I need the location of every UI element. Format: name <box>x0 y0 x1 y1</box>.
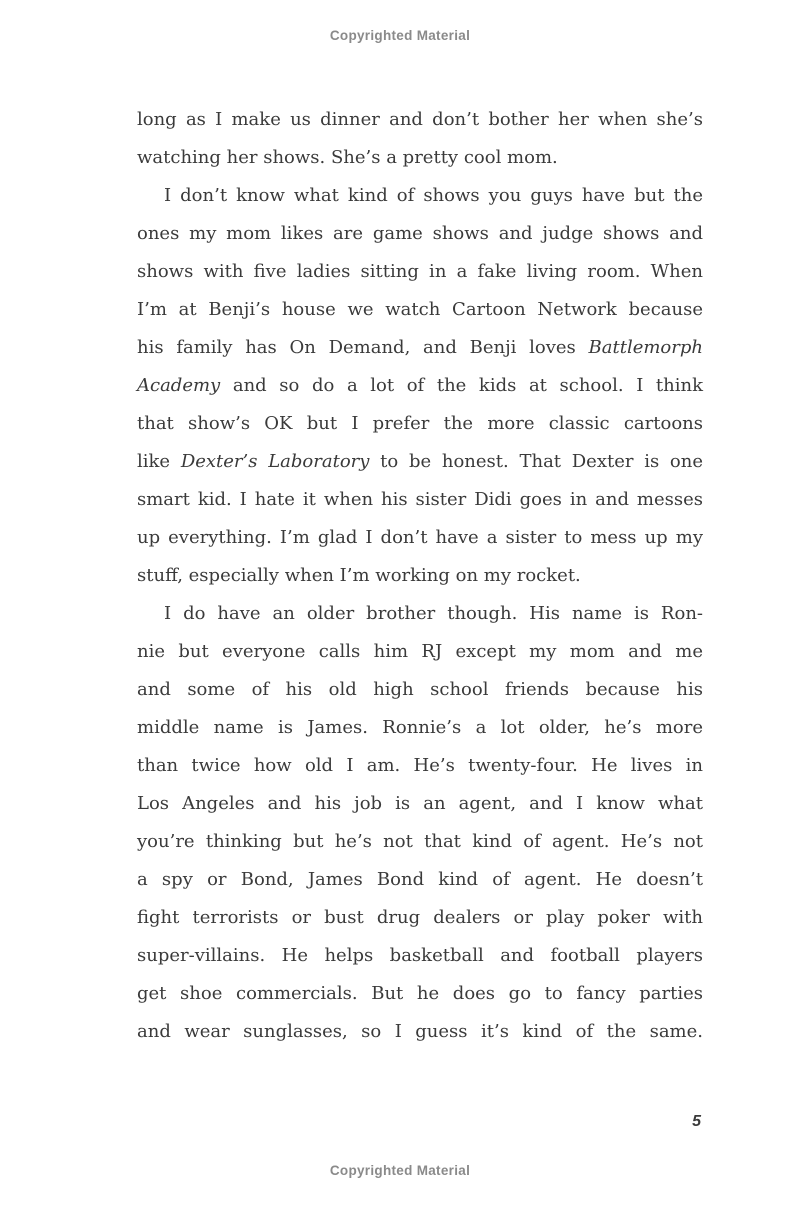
body-line <box>137 709 703 747</box>
body-line <box>137 367 703 405</box>
copyright-notice-bottom: Copyrighted Material <box>329 1163 471 1178</box>
body-text-segment: to be honest. That Dexter is one <box>369 451 704 472</box>
body-line <box>137 747 703 785</box>
body-text-segment: I do have an older brother though. His name is Ron- <box>164 603 703 624</box>
body-text-segment: get shoe commercials. But he does go to fancy parties <box>137 983 703 1004</box>
body-line <box>137 671 703 709</box>
body-line <box>137 823 703 861</box>
body-text-segment: super-villains. He helps basketball and football players <box>137 945 703 966</box>
body-text-segment: watching her shows. She’s a pretty cool mom. <box>137 147 558 168</box>
body-line <box>137 595 703 633</box>
body-line <box>137 215 703 253</box>
body-line <box>137 1013 703 1051</box>
body-line <box>137 101 703 139</box>
body-text-segment: than twice how old I am. He’s twenty-four. He lives in <box>137 755 703 776</box>
body-line <box>137 481 703 519</box>
body-text-segment: his family has On Demand, and Benji loves <box>137 337 589 358</box>
copyright-notice-top: Copyrighted Material <box>329 28 471 43</box>
body-line <box>137 785 703 823</box>
body-text-segment: and wear sunglasses, so I guess it’s kind of the same. <box>137 1021 703 1042</box>
body-text-segment: and so do a lot of the kids at school. I think <box>220 375 703 396</box>
body-text-segment: nie but everyone calls him RJ except my mom and me <box>137 641 703 662</box>
body-text-segment: fight terrorists or bust drug dealers or play poker with <box>137 907 703 928</box>
body-line <box>137 291 703 329</box>
body-text-segment: and some of his old high school friends because his <box>137 679 703 700</box>
body-line <box>137 177 703 215</box>
body-line <box>137 861 703 899</box>
body-text-segment: smart kid. I hate it when his sister Didi goes in and messes <box>137 489 703 510</box>
body-line <box>137 253 703 291</box>
body-text-segment: I’m at Benji’s house we watch Cartoon Network because <box>137 299 703 320</box>
body-text-segment: middle name is James. Ronnie’s a lot older, he’s more <box>137 717 703 738</box>
body-line <box>137 405 703 443</box>
body-text-segment: long as I make us dinner and don’t bother her when she’s <box>137 109 703 130</box>
body-text-segment: stuff, especially when I’m working on my rocket. <box>137 565 581 586</box>
body-text-segment: that show’s OK but I prefer the more classic cartoons <box>137 413 703 434</box>
body-line <box>137 975 703 1013</box>
page-body <box>137 101 703 1051</box>
body-text-segment: you’re thinking but he’s not that kind of agent. He’s not <box>137 831 703 852</box>
body-text-italic: Dexter’s Laboratory <box>180 451 370 472</box>
body-text-segment: Los Angeles and his job is an agent, and I know what <box>137 793 703 814</box>
body-line <box>137 937 703 975</box>
body-line <box>137 557 703 595</box>
body-line <box>137 899 703 937</box>
body-line <box>137 633 703 671</box>
body-text-segment: a spy or Bond, James Bond kind of agent. He doesn’t <box>137 869 703 890</box>
body-text-italic: Battlemorph <box>588 337 703 358</box>
body-text-segment: like <box>137 451 181 472</box>
body-text-segment: I don’t know what kind of shows you guys have but the <box>164 185 703 206</box>
body-line <box>137 443 703 481</box>
body-text-italic: Academy <box>137 375 221 396</box>
body-line <box>137 519 703 557</box>
body-line <box>137 329 703 367</box>
body-text-segment: ones my mom likes are game shows and judge shows and <box>137 223 703 244</box>
body-line <box>137 139 703 177</box>
body-text-segment: up everything. I’m glad I don’t have a sister to mess up my <box>137 527 703 548</box>
body-text-segment: shows with five ladies sitting in a fake living room. When <box>137 261 703 282</box>
page-number: 5 <box>692 1113 701 1130</box>
